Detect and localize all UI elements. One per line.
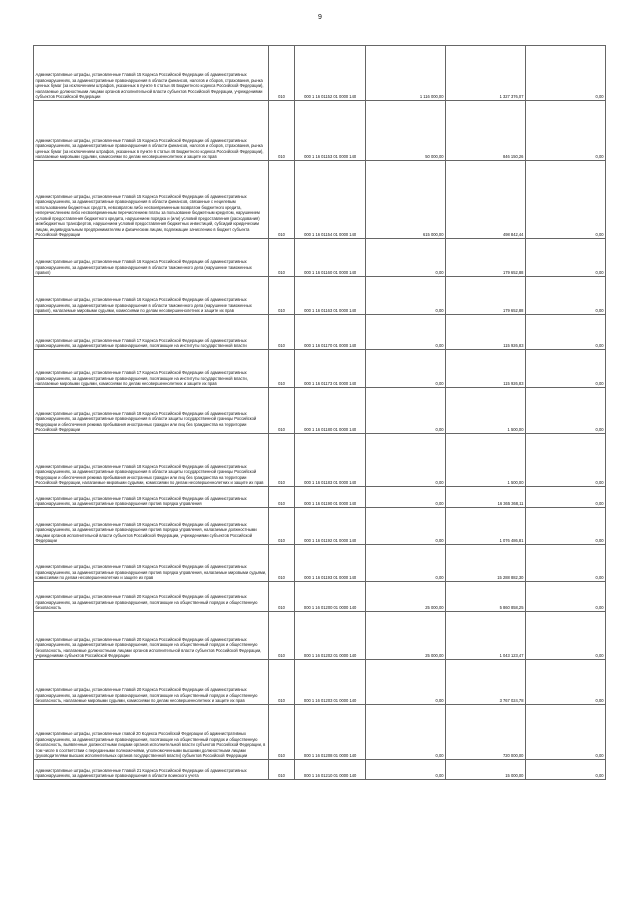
budget-code-cell [295, 660, 366, 705]
approved-amount-cell [366, 660, 446, 705]
income-name-cell-text: Административные штрафы, установленные Главой 16 Кодекса Российской Федерации об административных правонарушениях, за административные правонарушения в области таможенного дела (нарушение таможенных правил), налагаемые мировыми судьями, комиссиями по делам несовершеннолетних и защите их прав [35, 297, 252, 313]
executed-amount-cell [446, 239, 526, 277]
budget-code-cell [295, 239, 366, 277]
income-name-cell [34, 508, 269, 545]
table-row [34, 277, 606, 315]
executed-amount-cell [446, 545, 526, 582]
line-code-cell [268, 660, 294, 705]
budget-code-cell [295, 760, 366, 780]
budget-code-cell-text: 000 1 16 01160 01 0000 140 [304, 270, 357, 275]
executed-amount-cell-text: 1 500,00 [507, 427, 524, 432]
line-code-cell-text: 010 [278, 308, 285, 313]
approved-amount-cell [366, 545, 446, 582]
line-code-cell-text: 010 [278, 698, 285, 703]
income-name-cell-text: Административные штрафы, установленные главой 20 Кодекса Российской Федерации об административных правонарушениях, за административные правонарушения, посягающие на общественный порядок и общественную безопасность, выявленные должностными лицами органов исполнительной власти субъектов Российской Федерации, в том числе в соответствии с переданными полномочиями, уполномоченными высшими должностными лицами (руководителями высших исполнительных органов государственной власти) субъектов Российской Федерации [35, 731, 266, 758]
line-code-cell [268, 545, 294, 582]
line-code-cell-text: 010 [278, 232, 285, 237]
budget-code-cell [295, 487, 366, 508]
budget-code-cell-text: 000 1 16 01183 01 0000 140 [304, 480, 357, 485]
line-code-cell-text: 010 [278, 773, 285, 778]
budget-code-cell-text: 000 1 16 01154 01 0000 140 [304, 232, 357, 237]
budget-code-cell-text: 000 1 16 01163 01 0000 140 [304, 308, 357, 313]
approved-amount-cell-text: 0,00 [435, 773, 444, 778]
income-name-cell [34, 277, 269, 315]
unexecuted-amount-cell [525, 350, 605, 388]
table-row [34, 388, 606, 434]
budget-code-cell-text: 000 1 16 01170 01 0000 140 [304, 343, 357, 348]
unexecuted-amount-cell-text: 0,00 [595, 270, 604, 275]
line-code-cell [268, 760, 294, 780]
executed-amount-cell-text: 179 652,88 [502, 270, 524, 275]
line-code-cell-text: 010 [278, 480, 285, 485]
line-code-cell [268, 582, 294, 612]
executed-amount-cell [446, 315, 526, 350]
line-code-cell-text: 010 [278, 501, 285, 506]
line-code-cell [268, 612, 294, 660]
table-row [34, 434, 606, 487]
income-name-cell-text: Административные штрафы, установленные Главой 19 Кодекса Российской Федерации об административных правонарушениях, за административные правонарушения против порядка управления, налагаемые должностными лицами органов исполнительной власти субъектов Российской Федерации, учреждениями субъектов Российской Федерации [35, 521, 257, 543]
budget-code-cell-text: 000 1 16 01202 01 0000 140 [303, 653, 357, 658]
income-name-cell-text: Административные штрафы, установленные Главой 19 Кодекса Российской Федерации об административных правонарушениях, за административные правонарушения против порядка управления [35, 495, 247, 506]
budget-code-cell [295, 46, 366, 101]
approved-amount-cell-text: 50 000,00 [425, 154, 444, 159]
unexecuted-amount-cell [525, 315, 605, 350]
executed-amount-cell [446, 277, 526, 315]
table-row [34, 315, 606, 350]
income-name-cell [34, 612, 269, 660]
unexecuted-amount-cell [525, 660, 605, 705]
budget-code-cell [295, 315, 366, 350]
budget-code-cell-text: 000 1 16 01180 01 0000 140 [304, 427, 357, 432]
line-code-cell-text: 010 [278, 427, 285, 432]
budget-code-cell-text: 000 1 16 01152 01 0000 140 [304, 94, 357, 99]
executed-amount-cell-text: 115 926,83 [503, 343, 524, 348]
unexecuted-amount-cell-text: 0,00 [595, 381, 604, 386]
budget-code-cell-text: 000 1 16 01210 01 0000 140 [303, 773, 357, 778]
income-name-cell [34, 350, 269, 388]
approved-amount-cell-text: 25 000,00 [425, 653, 444, 658]
unexecuted-amount-cell [525, 434, 605, 487]
approved-amount-cell [366, 612, 446, 660]
approved-amount-cell-text: 0,00 [435, 427, 444, 432]
line-code-cell [268, 239, 294, 277]
budget-code-cell-text: 000 1 16 01190 01 0000 140 [304, 501, 357, 506]
budget-code-cell [295, 434, 366, 487]
approved-amount-cell [366, 508, 446, 545]
line-code-cell-text: 010 [278, 538, 285, 543]
executed-amount-cell-text: 846 150,26 [502, 154, 524, 159]
executed-amount-cell [446, 388, 526, 434]
executed-amount-cell-text: 1 043 123,47 [499, 653, 524, 658]
approved-amount-cell [366, 315, 446, 350]
executed-amount-cell-text: 179 652,88 [502, 308, 524, 313]
approved-amount-cell-text: 0,00 [435, 270, 444, 275]
income-name-cell-text: Административные штрафы, установленные Главой 20 Кодекса Российской Федерации об административных правонарушениях, за административные правонарушения, посягающие на общественный порядок и общественную безопасность, налагаемые мировыми судьями, комиссиями по делам несовершеннолетних и защите их прав [35, 687, 258, 703]
executed-amount-cell-text: 115 926,83 [503, 381, 524, 386]
executed-amount-cell [446, 101, 526, 161]
unexecuted-amount-cell-text: 0,00 [595, 753, 604, 758]
income-name-cell [34, 46, 269, 101]
unexecuted-amount-cell [525, 46, 605, 101]
approved-amount-cell [366, 46, 446, 101]
table-row [34, 101, 606, 161]
budget-code-cell [295, 612, 366, 660]
table-row [34, 705, 606, 760]
unexecuted-amount-cell [525, 545, 605, 582]
income-name-cell [34, 660, 269, 705]
approved-amount-cell-text: 0,00 [435, 501, 444, 506]
line-code-cell [268, 161, 294, 239]
unexecuted-amount-cell [525, 277, 605, 315]
unexecuted-amount-cell-text: 0,00 [595, 653, 604, 658]
income-name-cell-text: Административные штрафы, установленные Главой 21 Кодекса Российской Федерации об административных правонарушениях, за административные правонарушения в области воинского учета [35, 767, 247, 778]
income-name-cell-text: Административные штрафы, установленные Главой 17 Кодекса Российской Федерации об административных правонарушениях, за административные правонарушения, посягающие на институты государственной власти [35, 337, 247, 348]
executed-amount-cell [446, 161, 526, 239]
approved-amount-cell [366, 388, 446, 434]
executed-amount-cell-text: 720 000,00 [502, 753, 524, 758]
executed-amount-cell-text: 498 842,44 [502, 232, 524, 237]
executed-amount-cell-text: 1 327 376,07 [499, 94, 524, 99]
income-name-cell [34, 315, 269, 350]
budget-code-cell [295, 388, 366, 434]
income-table [33, 45, 606, 780]
approved-amount-cell [366, 350, 446, 388]
budget-code-cell [295, 350, 366, 388]
budget-code-cell-text: 000 1 16 01192 01 0000 140 [304, 538, 357, 543]
executed-amount-cell-text: 15 000,00 [505, 773, 524, 778]
budget-code-cell-text: 000 1 16 01208 01 0000 140 [303, 753, 357, 758]
executed-amount-cell [446, 660, 526, 705]
income-name-cell-text: Административные штрафы, установленные Главой 20 Кодекса Российской Федерации об административных правонарушениях, за административные правонарушения, посягающие на общественный порядок и общественную безопасность, налагаемые должностными лицами органов исполнительной власти субъектов Российской Федерации, учреждениями субъектов Российской Федерации [35, 636, 262, 658]
income-name-cell-text: Административные штрафы, установленные Главой 20 Кодекса Российской Федерации об административных правонарушениях, за административные правонарушения, посягающие на общественный порядок и общественную безопасность [35, 594, 258, 610]
unexecuted-amount-cell-text: 0,00 [595, 538, 604, 543]
line-code-cell-text: 010 [278, 154, 285, 159]
line-code-cell [268, 705, 294, 760]
income-name-cell [34, 161, 269, 239]
income-name-cell-text: Административные штрафы, установленные Главой 18 Кодекса Российской Федерации об административных правонарушениях, за административные правонарушения в области защиты государственной границы Российской Федерации и обеспечения режима пребывания иностранных граждан или лиц без гражданства на территории Российской Федерации, налагаемые мировыми судьями, комиссиями по делам несовершеннолетних и защите их прав [35, 463, 264, 485]
executed-amount-cell [446, 612, 526, 660]
executed-amount-cell [446, 46, 526, 101]
income-name-cell-text: Административные штрафы, установленные Главой 15 Кодекса Российской Федерации об административных правонарушениях, за административные правонарушения в области финансов, налогов и сборов, страхования, рынка ценных бумаг (за исключением штрафов, указанных в пункте 6 статьи 46 Бюджетного кодекса Российской Федерации), налагаемые мировыми судьями, комиссиями по делам несовершеннолетних и защите их прав [35, 137, 264, 159]
budget-code-cell-text: 000 1 16 01203 01 0000 140 [303, 698, 357, 703]
line-code-cell-text: 010 [278, 270, 285, 275]
line-code-cell-text: 010 [278, 575, 285, 580]
unexecuted-amount-cell [525, 582, 605, 612]
approved-amount-cell [366, 760, 446, 780]
budget-code-cell-text: 000 1 16 01173 01 0000 140 [304, 381, 357, 386]
unexecuted-amount-cell [525, 612, 605, 660]
income-name-cell [34, 545, 269, 582]
approved-amount-cell-text: 0,00 [435, 480, 444, 485]
income-name-cell-text: Административные штрафы, установленные Главой 19 Кодекса Российской Федерации об административных правонарушениях, за административные правонарушения против порядка управления, налагаемые мировыми судьями, комиссиями по делам несовершеннолетних и защите их прав [35, 564, 267, 580]
approved-amount-cell-text: 0,00 [435, 698, 444, 703]
approved-amount-cell-text: 0,00 [435, 343, 444, 348]
page-number: 9 [318, 14, 322, 21]
budget-code-cell [295, 161, 366, 239]
unexecuted-amount-cell [525, 239, 605, 277]
budget-code-cell-text: 000 1 16 01200 01 0000 140 [303, 605, 357, 610]
approved-amount-cell-text: 25 000,00 [425, 605, 444, 610]
line-code-cell [268, 487, 294, 508]
unexecuted-amount-cell-text: 0,00 [595, 308, 604, 313]
line-code-cell-text: 010 [278, 343, 285, 348]
unexecuted-amount-cell-text: 0,00 [595, 480, 604, 485]
budget-code-cell [295, 508, 366, 545]
table-row [34, 660, 606, 705]
income-table-body [34, 46, 606, 780]
unexecuted-amount-cell-text: 0,00 [595, 232, 604, 237]
income-name-cell-text: Административные штрафы, установленные Главой 18 Кодекса Российской Федерации об административных правонарушениях, за административные правонарушения в области защиты государственной границы Российской Федерации и обеспечения режима пребывания иностранных граждан или лиц без гражданства на территории Российской Федерации [35, 410, 257, 432]
approved-amount-cell-text: 0,00 [435, 381, 444, 386]
table-row [34, 545, 606, 582]
unexecuted-amount-cell-text: 0,00 [595, 773, 604, 778]
unexecuted-amount-cell-text: 0,00 [595, 575, 604, 580]
executed-amount-cell [446, 705, 526, 760]
approved-amount-cell [366, 161, 446, 239]
executed-amount-cell [446, 434, 526, 487]
line-code-cell-text: 010 [278, 653, 285, 658]
approved-amount-cell [366, 487, 446, 508]
approved-amount-cell-text: 1 116 000,00 [419, 94, 444, 99]
executed-amount-cell-text: 16 365 368,11 [497, 501, 524, 506]
line-code-cell [268, 388, 294, 434]
approved-amount-cell [366, 239, 446, 277]
executed-amount-cell-text: 3 767 024,78 [499, 698, 524, 703]
income-name-cell-text: Административные штрафы, установленные Главой 15 Кодекса Российской Федерации об административных правонарушениях, за административные правонарушения в области финансов, связанные с нецелевым использованием бюджетных средств, невозвратом либо несвоевременным возвратом бюджетного кредита, неперечислением либо несвоевременным перечислением платы за пользование бюджетным кредитом, нарушением условий предоставления бюджетного кредита, нарушением порядка и (или) условий предоставления (расходования) межбюджетных трансфертов, нарушением условий предоставления бюджетных инвестиций, субсидий юридическим лицам, индивидуальным предпринимателям и физическим лицам, подлежащие зачислению в бюджет субъекта Российской Федерации [35, 193, 260, 237]
approved-amount-cell [366, 705, 446, 760]
executed-amount-cell [446, 582, 526, 612]
budget-code-cell [295, 705, 366, 760]
unexecuted-amount-cell [525, 508, 605, 545]
executed-amount-cell-text: 1 500,00 [507, 480, 524, 485]
table-row [34, 487, 606, 508]
executed-amount-cell [446, 508, 526, 545]
line-code-cell [268, 277, 294, 315]
table-row [34, 760, 606, 780]
line-code-cell [268, 508, 294, 545]
unexecuted-amount-cell-text: 0,00 [595, 343, 604, 348]
line-code-cell [268, 350, 294, 388]
budget-code-cell-text: 000 1 16 01193 01 0000 140 [304, 575, 357, 580]
unexecuted-amount-cell [525, 487, 605, 508]
approved-amount-cell-text: 0,00 [435, 538, 444, 543]
unexecuted-amount-cell [525, 388, 605, 434]
line-code-cell [268, 46, 294, 101]
budget-code-cell [295, 545, 366, 582]
table-row [34, 508, 606, 545]
approved-amount-cell-text: 0,00 [435, 575, 444, 580]
unexecuted-amount-cell [525, 161, 605, 239]
budget-code-cell-text: 000 1 16 01153 01 0000 140 [304, 154, 357, 159]
line-code-cell-text: 010 [278, 94, 285, 99]
unexecuted-amount-cell [525, 705, 605, 760]
approved-amount-cell [366, 434, 446, 487]
table-row [34, 161, 606, 239]
unexecuted-amount-cell-text: 0,00 [595, 154, 604, 159]
income-name-cell-text: Административные штрафы, установленные Главой 16 Кодекса Российской Федерации об административных правонарушениях, за административные правонарушения в области таможенного дела (нарушение таможенных правил) [35, 259, 252, 275]
table-row [34, 612, 606, 660]
budget-code-cell [295, 101, 366, 161]
table-row [34, 350, 606, 388]
income-name-cell [34, 388, 269, 434]
unexecuted-amount-cell [525, 760, 605, 780]
approved-amount-cell-text: 0,00 [435, 753, 444, 758]
table-row [34, 582, 606, 612]
income-name-cell [34, 239, 269, 277]
income-name-cell-text: Административные штрафы, установленные Главой 15 Кодекса Российской Федерации об административных правонарушениях, за административные правонарушения в области финансов, налогов и сборов, страхования, рынка ценных бумаг (за исключением штрафов, указанных в пункте 6 статьи 46 Бюджетного кодекса Российской Федерации), налагаемые должностными лицами органов исполнительной власти субъектов Российской Федерации, учреждениями субъектов Российской Федерации [35, 72, 264, 99]
income-name-cell [34, 705, 269, 760]
executed-amount-cell-text: 15 288 882,30 [497, 575, 524, 580]
executed-amount-cell-text: 5 860 858,25 [499, 605, 524, 610]
income-name-cell [34, 487, 269, 508]
line-code-cell-text: 010 [278, 605, 285, 610]
income-name-cell [34, 434, 269, 487]
line-code-cell-text: 010 [278, 753, 285, 758]
approved-amount-cell [366, 277, 446, 315]
table-row [34, 239, 606, 277]
unexecuted-amount-cell-text: 0,00 [595, 94, 604, 99]
income-name-cell [34, 582, 269, 612]
line-code-cell [268, 101, 294, 161]
unexecuted-amount-cell-text: 0,00 [595, 698, 604, 703]
income-name-cell [34, 760, 269, 780]
executed-amount-cell [446, 760, 526, 780]
line-code-cell [268, 434, 294, 487]
approved-amount-cell-text: 615 000,00 [423, 232, 444, 237]
income-name-cell-text: Административные штрафы, установленные Главой 17 Кодекса Российской Федерации об административных правонарушениях, за административные правонарушения, посягающие на институты государственной власти, налагаемые мировыми судьями, комиссиями по делам несовершеннолетних и защите их прав [35, 370, 248, 386]
approved-amount-cell [366, 582, 446, 612]
approved-amount-cell-text: 0,00 [435, 308, 444, 313]
table-row [34, 46, 606, 101]
executed-amount-cell [446, 487, 526, 508]
approved-amount-cell [366, 101, 446, 161]
unexecuted-amount-cell-text: 0,00 [595, 605, 604, 610]
line-code-cell [268, 315, 294, 350]
unexecuted-amount-cell-text: 0,00 [595, 427, 604, 432]
budget-code-cell [295, 582, 366, 612]
executed-amount-cell-text: 1 076 486,81 [499, 538, 524, 543]
executed-amount-cell [446, 350, 526, 388]
unexecuted-amount-cell-text: 0,00 [595, 501, 604, 506]
income-name-cell [34, 101, 269, 161]
unexecuted-amount-cell [525, 101, 605, 161]
budget-code-cell [295, 277, 366, 315]
line-code-cell-text: 010 [278, 381, 285, 386]
